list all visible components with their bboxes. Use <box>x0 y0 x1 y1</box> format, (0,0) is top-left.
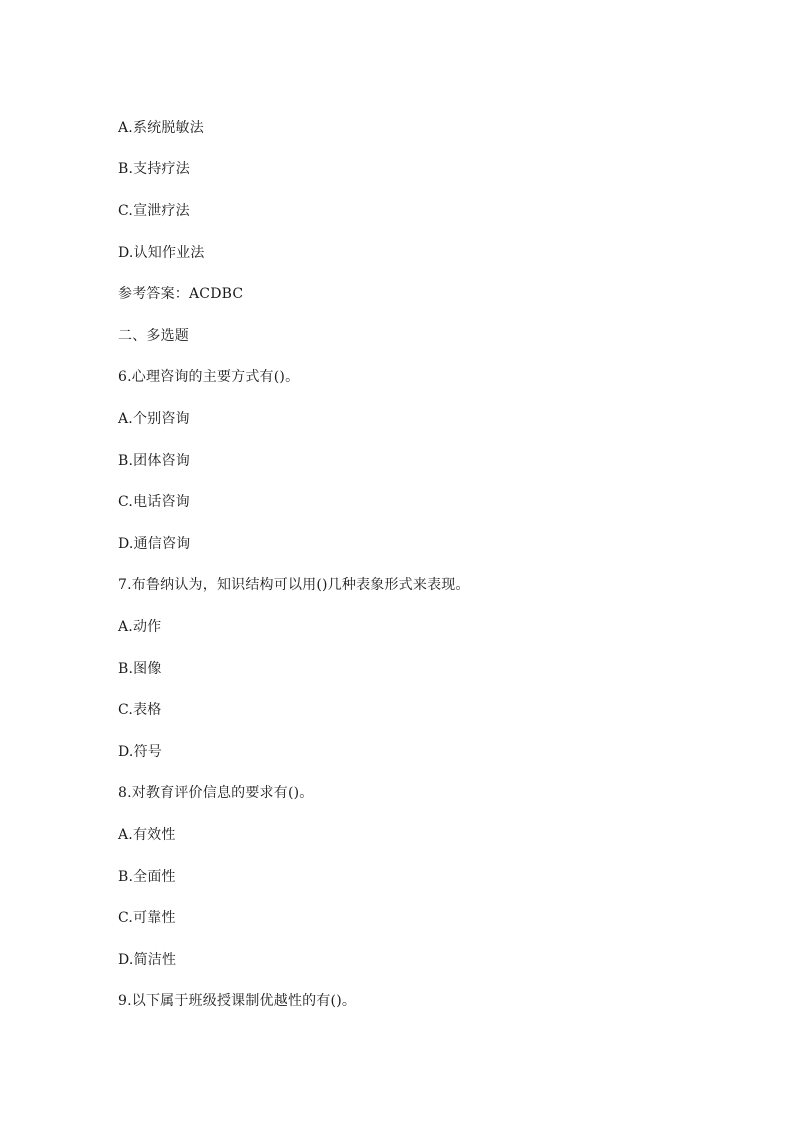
q6-option-d: D.通信咨询 <box>118 536 191 552</box>
question-8: 8.对教育评价信息的要求有()。 <box>118 785 314 801</box>
option-d: D.认知作业法 <box>118 245 205 261</box>
option-a: A.系统脱敏法 <box>118 120 204 136</box>
question-6: 6.心理咨询的主要方式有()。 <box>118 369 300 385</box>
question-9: 9.以下属于班级授课制优越性的有()。 <box>118 993 357 1009</box>
q8-option-d: D.简洁性 <box>118 952 177 968</box>
q8-option-b: B.全面性 <box>118 869 176 885</box>
q7-option-c: C.表格 <box>118 702 162 718</box>
q6-option-c: C.电话咨询 <box>118 494 190 510</box>
q6-option-b: B.团体咨询 <box>118 453 190 469</box>
question-7: 7.布鲁纳认为，知识结构可以用()几种表象形式来表现。 <box>118 577 470 593</box>
q8-option-c: C.可靠性 <box>118 910 176 926</box>
option-c: C.宣泄疗法 <box>118 203 190 219</box>
q8-option-a: A.有效性 <box>118 827 176 843</box>
q7-option-d: D.符号 <box>118 744 162 760</box>
option-b: B.支持疗法 <box>118 161 190 177</box>
q6-option-a: A.个别咨询 <box>118 411 190 427</box>
q7-option-a: A.动作 <box>118 619 162 635</box>
q7-option-b: B.图像 <box>118 661 162 677</box>
section-heading: 二、多选题 <box>118 328 189 344</box>
answer-key: 参考答案：ACDBC <box>118 286 244 302</box>
